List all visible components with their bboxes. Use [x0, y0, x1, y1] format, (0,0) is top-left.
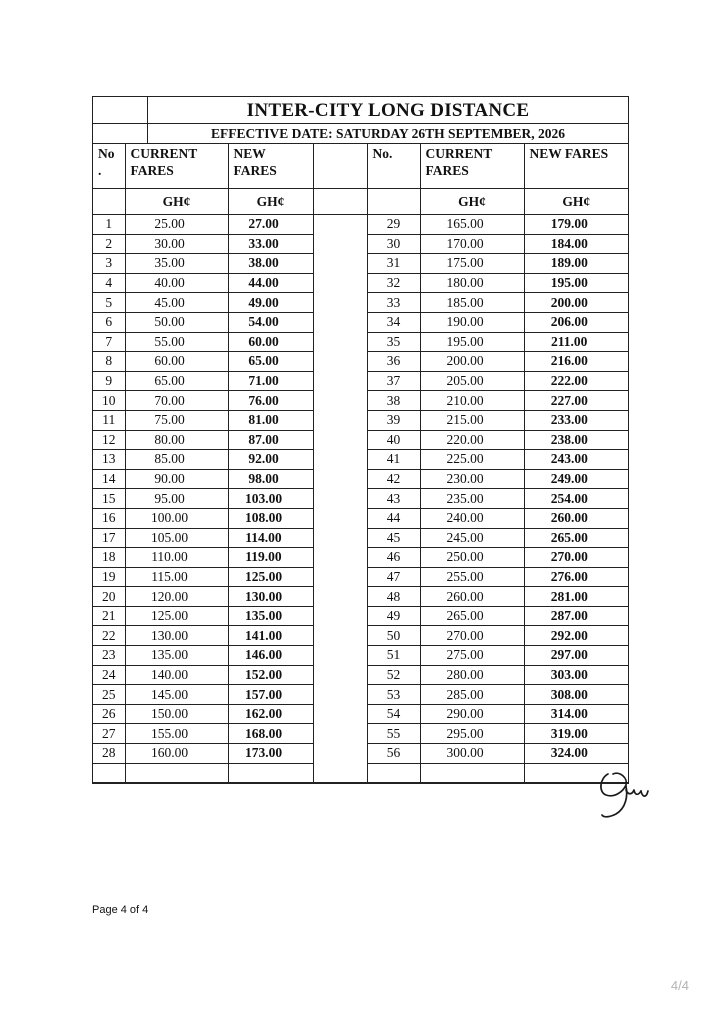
- table-row: [93, 234, 628, 254]
- header-no-right: No.: [367, 144, 420, 189]
- current-fare: 270.00: [420, 626, 524, 646]
- row-number: 6: [93, 312, 125, 332]
- row-number: 46: [367, 548, 420, 568]
- table-row: [93, 744, 628, 764]
- new-fare: 44.00: [228, 273, 313, 293]
- row-number: 42: [367, 469, 420, 489]
- column-gap: [313, 567, 367, 587]
- new-fare: 260.00: [524, 508, 628, 528]
- current-fare: 120.00: [125, 587, 228, 607]
- row-number: 5: [93, 293, 125, 313]
- fare-sheet: [92, 96, 629, 784]
- empty-cell: [93, 763, 125, 782]
- current-fare: 75.00: [125, 410, 228, 430]
- column-gap: [313, 508, 367, 528]
- row-number: 49: [367, 606, 420, 626]
- table-row: [93, 606, 628, 626]
- column-gap: [313, 371, 367, 391]
- column-gap: [313, 704, 367, 724]
- row-number: 30: [367, 234, 420, 254]
- current-fare: 220.00: [420, 430, 524, 450]
- current-fare: 150.00: [125, 704, 228, 724]
- effective-date-row: [93, 124, 628, 144]
- new-fare: 92.00: [228, 450, 313, 470]
- new-fare: 249.00: [524, 469, 628, 489]
- table-row: [93, 548, 628, 568]
- table-row: [93, 332, 628, 352]
- current-fare: 295.00: [420, 724, 524, 744]
- new-fare: 276.00: [524, 567, 628, 587]
- column-gap: [313, 215, 367, 235]
- new-fare: 222.00: [524, 371, 628, 391]
- new-fare: 38.00: [228, 254, 313, 274]
- current-fare: 35.00: [125, 254, 228, 274]
- row-number: 2: [93, 234, 125, 254]
- column-gap: [313, 391, 367, 411]
- row-number: 14: [93, 469, 125, 489]
- current-fare: 290.00: [420, 704, 524, 724]
- row-number: 22: [93, 626, 125, 646]
- row-number: 3: [93, 254, 125, 274]
- row-number: 26: [93, 704, 125, 724]
- header-new-fares-right: NEW FARES: [524, 144, 628, 189]
- new-fare: 81.00: [228, 410, 313, 430]
- new-fare: 65.00: [228, 352, 313, 372]
- column-gap: [313, 312, 367, 332]
- new-fare: 324.00: [524, 744, 628, 764]
- handwritten-signature-icon: [596, 762, 656, 829]
- title-row: [93, 97, 628, 124]
- current-fare: 110.00: [125, 548, 228, 568]
- row-number: 27: [93, 724, 125, 744]
- current-fare: 285.00: [420, 685, 524, 705]
- currency-label: GH¢: [420, 189, 524, 215]
- new-fare: 303.00: [524, 665, 628, 685]
- row-number: 45: [367, 528, 420, 548]
- column-gap: [313, 430, 367, 450]
- current-fare: 25.00: [125, 215, 228, 235]
- column-gap: [313, 587, 367, 607]
- row-number: 12: [93, 430, 125, 450]
- column-gap: [313, 646, 367, 666]
- empty-row: [93, 763, 628, 782]
- current-fare: 255.00: [420, 567, 524, 587]
- new-fare: 308.00: [524, 685, 628, 705]
- table-row: [93, 685, 628, 705]
- row-number: 47: [367, 567, 420, 587]
- new-fare: 184.00: [524, 234, 628, 254]
- row-number: 28: [93, 744, 125, 764]
- new-fare: 281.00: [524, 587, 628, 607]
- current-fare: 65.00: [125, 371, 228, 391]
- empty-cell: [228, 763, 313, 782]
- current-fare: 30.00: [125, 234, 228, 254]
- column-gap: [313, 489, 367, 509]
- row-number: 44: [367, 508, 420, 528]
- new-fare: 162.00: [228, 704, 313, 724]
- column-gap: [313, 744, 367, 764]
- current-fare: 140.00: [125, 665, 228, 685]
- new-fare: 292.00: [524, 626, 628, 646]
- current-fare: 235.00: [420, 489, 524, 509]
- new-fare: 108.00: [228, 508, 313, 528]
- new-fare: 206.00: [524, 312, 628, 332]
- new-fare: 27.00: [228, 215, 313, 235]
- column-gap: [313, 606, 367, 626]
- new-fare: 195.00: [524, 273, 628, 293]
- new-fare: 98.00: [228, 469, 313, 489]
- new-fare: 103.00: [228, 489, 313, 509]
- column-gap: [313, 144, 367, 189]
- new-fare: 119.00: [228, 548, 313, 568]
- current-fare: 40.00: [125, 273, 228, 293]
- new-fare: 141.00: [228, 626, 313, 646]
- current-fare: 280.00: [420, 665, 524, 685]
- header-current-fares-left: CURRENT FARES: [125, 144, 228, 189]
- current-fare: 55.00: [125, 332, 228, 352]
- table-row: [93, 724, 628, 744]
- current-fare: 70.00: [125, 391, 228, 411]
- current-fare: 180.00: [420, 273, 524, 293]
- new-fare: 168.00: [228, 724, 313, 744]
- current-fare: 90.00: [125, 469, 228, 489]
- empty-cell: [313, 763, 367, 782]
- empty-cell: [367, 763, 420, 782]
- current-fare: 300.00: [420, 744, 524, 764]
- row-number: 23: [93, 646, 125, 666]
- empty-cell: [125, 763, 228, 782]
- table-row: [93, 704, 628, 724]
- table-row: [93, 391, 628, 411]
- row-number: 36: [367, 352, 420, 372]
- row-number: 38: [367, 391, 420, 411]
- current-fare: 155.00: [125, 724, 228, 744]
- column-gap: [313, 234, 367, 254]
- current-fare: 80.00: [125, 430, 228, 450]
- row-number: 35: [367, 332, 420, 352]
- row-number: 32: [367, 273, 420, 293]
- current-fare: 160.00: [125, 744, 228, 764]
- current-fare: 265.00: [420, 606, 524, 626]
- table-row: [93, 293, 628, 313]
- row-number: 29: [367, 215, 420, 235]
- new-fare: 33.00: [228, 234, 313, 254]
- current-fare: 190.00: [420, 312, 524, 332]
- new-fare: 76.00: [228, 391, 313, 411]
- column-gap: [313, 665, 367, 685]
- current-fare: 230.00: [420, 469, 524, 489]
- row-number: 24: [93, 665, 125, 685]
- new-fare: 216.00: [524, 352, 628, 372]
- row-number: 40: [367, 430, 420, 450]
- new-fare: 87.00: [228, 430, 313, 450]
- page-footer: Page 4 of 4: [92, 904, 149, 916]
- table-row: [93, 352, 628, 372]
- new-fare: 265.00: [524, 528, 628, 548]
- row-number: 56: [367, 744, 420, 764]
- row-number: 52: [367, 665, 420, 685]
- row-number: 17: [93, 528, 125, 548]
- new-fare: 314.00: [524, 704, 628, 724]
- fare-rows: [93, 215, 628, 783]
- current-fare: 225.00: [420, 450, 524, 470]
- column-gap: [313, 548, 367, 568]
- row-number: 18: [93, 548, 125, 568]
- new-fare: 270.00: [524, 548, 628, 568]
- current-fare: 125.00: [125, 606, 228, 626]
- new-fare: 60.00: [228, 332, 313, 352]
- column-gap: [313, 332, 367, 352]
- current-fare: 45.00: [125, 293, 228, 313]
- new-fare: 319.00: [524, 724, 628, 744]
- current-fare: 170.00: [420, 234, 524, 254]
- row-number: 9: [93, 371, 125, 391]
- row-number: 55: [367, 724, 420, 744]
- new-fare: 135.00: [228, 606, 313, 626]
- new-fare: 243.00: [524, 450, 628, 470]
- new-fare: 179.00: [524, 215, 628, 235]
- current-fare: 115.00: [125, 567, 228, 587]
- column-gap: [313, 273, 367, 293]
- empty-cell: [420, 763, 524, 782]
- row-number: 4: [93, 273, 125, 293]
- table-row: [93, 587, 628, 607]
- table-row: [93, 312, 628, 332]
- current-fare: 205.00: [420, 371, 524, 391]
- page-indicator: 4/4: [670, 978, 689, 993]
- current-fare: 215.00: [420, 410, 524, 430]
- currency-label: GH¢: [228, 189, 313, 215]
- table-row: [93, 489, 628, 509]
- table-row: [93, 528, 628, 548]
- current-fare: 50.00: [125, 312, 228, 332]
- row-number: 33: [367, 293, 420, 313]
- current-fare: 260.00: [420, 587, 524, 607]
- row-number: 20: [93, 587, 125, 607]
- table-row: [93, 646, 628, 666]
- new-fare: 146.00: [228, 646, 313, 666]
- new-fare: 157.00: [228, 685, 313, 705]
- current-fare: 200.00: [420, 352, 524, 372]
- column-gap: [313, 352, 367, 372]
- currency-label: GH¢: [125, 189, 228, 215]
- current-fare: 245.00: [420, 528, 524, 548]
- table-row: [93, 665, 628, 685]
- row-number: 41: [367, 450, 420, 470]
- document-title: INTER-CITY LONG DISTANCE: [246, 100, 530, 121]
- row-number: 53: [367, 685, 420, 705]
- table-row: [93, 254, 628, 274]
- row-number: 19: [93, 567, 125, 587]
- current-fare: 105.00: [125, 528, 228, 548]
- current-fare: 275.00: [420, 646, 524, 666]
- new-fare: 173.00: [228, 744, 313, 764]
- effective-date: EFFECTIVE DATE: SATURDAY 26TH SEPTEMBER, 2026: [210, 126, 566, 141]
- column-gap: [313, 254, 367, 274]
- current-fare: 145.00: [125, 685, 228, 705]
- new-fare: 114.00: [228, 528, 313, 548]
- column-gap: [313, 528, 367, 548]
- table-row: [93, 469, 628, 489]
- row-number: 13: [93, 450, 125, 470]
- row-number: 1: [93, 215, 125, 235]
- current-fare: 100.00: [125, 508, 228, 528]
- row-number: 10: [93, 391, 125, 411]
- row-number: 21: [93, 606, 125, 626]
- current-fare: 240.00: [420, 508, 524, 528]
- current-fare: 95.00: [125, 489, 228, 509]
- row-number: 50: [367, 626, 420, 646]
- table-row: [93, 450, 628, 470]
- column-gap: [313, 626, 367, 646]
- current-fare: 185.00: [420, 293, 524, 313]
- row-number: 15: [93, 489, 125, 509]
- table-row: [93, 508, 628, 528]
- row-number: 11: [93, 410, 125, 430]
- column-gap: [313, 469, 367, 489]
- current-fare: 175.00: [420, 254, 524, 274]
- row-number: 43: [367, 489, 420, 509]
- row-number: 25: [93, 685, 125, 705]
- new-fare: 227.00: [524, 391, 628, 411]
- table-row: [93, 430, 628, 450]
- row-number: 7: [93, 332, 125, 352]
- new-fare: 238.00: [524, 430, 628, 450]
- current-fare: 250.00: [420, 548, 524, 568]
- table-row: [93, 567, 628, 587]
- current-fare: 210.00: [420, 391, 524, 411]
- row-number: 39: [367, 410, 420, 430]
- fare-table: [93, 144, 628, 783]
- new-fare: 54.00: [228, 312, 313, 332]
- row-number: 48: [367, 587, 420, 607]
- new-fare: 49.00: [228, 293, 313, 313]
- current-fare: 165.00: [420, 215, 524, 235]
- current-fare: 130.00: [125, 626, 228, 646]
- table-row: [93, 273, 628, 293]
- header-new-fares-left: NEW FARES: [228, 144, 313, 189]
- current-fare: 60.00: [125, 352, 228, 372]
- table-row: [93, 215, 628, 235]
- table-row: [93, 410, 628, 430]
- row-number: 31: [367, 254, 420, 274]
- row-number: 54: [367, 704, 420, 724]
- new-fare: 233.00: [524, 410, 628, 430]
- currency-label: GH¢: [524, 189, 628, 215]
- new-fare: 211.00: [524, 332, 628, 352]
- current-fare: 195.00: [420, 332, 524, 352]
- new-fare: 130.00: [228, 587, 313, 607]
- new-fare: 254.00: [524, 489, 628, 509]
- column-gap: [313, 293, 367, 313]
- header-no-left: No .: [93, 144, 125, 189]
- row-number: 51: [367, 646, 420, 666]
- column-gap: [313, 410, 367, 430]
- currency-row: [93, 189, 628, 215]
- column-gap: [313, 724, 367, 744]
- table-row: [93, 626, 628, 646]
- table-row: [93, 371, 628, 391]
- row-number: 8: [93, 352, 125, 372]
- column-gap: [313, 450, 367, 470]
- new-fare: 189.00: [524, 254, 628, 274]
- new-fare: 297.00: [524, 646, 628, 666]
- header-row: [93, 144, 628, 189]
- row-number: 34: [367, 312, 420, 332]
- new-fare: 125.00: [228, 567, 313, 587]
- new-fare: 287.00: [524, 606, 628, 626]
- row-number: 16: [93, 508, 125, 528]
- new-fare: 71.00: [228, 371, 313, 391]
- new-fare: 200.00: [524, 293, 628, 313]
- new-fare: 152.00: [228, 665, 313, 685]
- current-fare: 85.00: [125, 450, 228, 470]
- column-gap: [313, 685, 367, 705]
- current-fare: 135.00: [125, 646, 228, 666]
- header-current-fares-right: CURRENT FARES: [420, 144, 524, 189]
- row-number: 37: [367, 371, 420, 391]
